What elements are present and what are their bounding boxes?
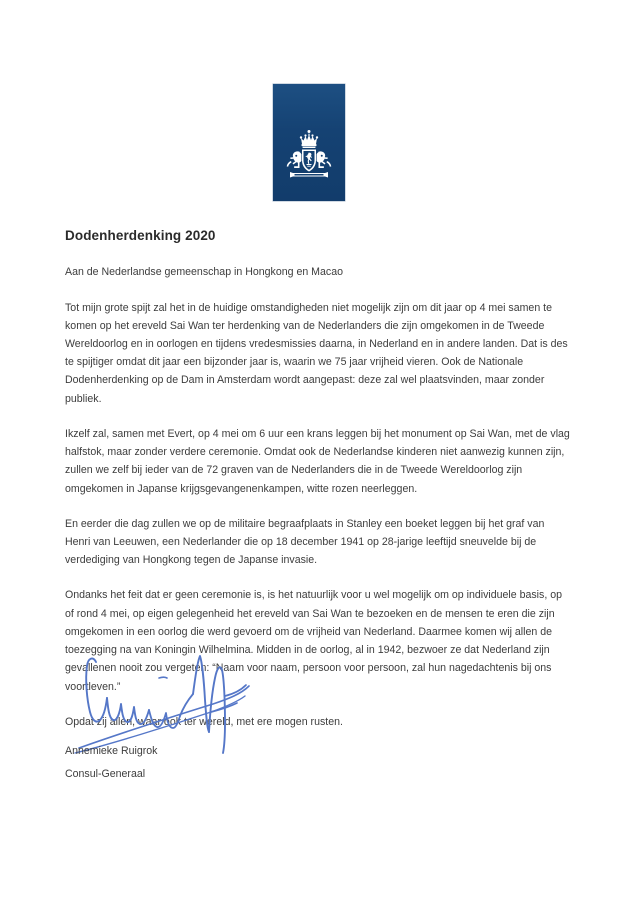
handwritten-signature-icon (73, 652, 288, 757)
signature-role: Consul-Generaal (65, 768, 146, 780)
rijksoverheid-logo (273, 84, 345, 201)
paragraph-2: Ikzelf zal, samen met Evert, op 4 mei om 6 uur een krans leggen bij het monument op Sai Wan, met de vlag halfstok, maar zonder verdere ceremonie. Omdat ook de Nederlandse kinderen niet aanwezig kunnen zijn, zullen we zelf bij ieder van de 72 graven van de Nederlanders die in de Tweede Wereldoorlog zijn omgekomen in Japanse krijgsgevangenenkampen, witte rozen neerleggen. (65, 427, 570, 495)
signature-name: Annemieke Ruigrok (65, 745, 158, 757)
signature-block (65, 652, 385, 802)
page-title: Dodenherdenking 2020 (65, 228, 216, 243)
paragraph-4: Ondanks het feit dat er geen ceremonie is, is het natuurlijk voor u wel mogelijk om op individuele basis, op of rond 4 mei, op eigen gelegenheid het ereveld van Sai Wan te bezoeken en de mensen te eren die zijn omgekomen in een oorlog die werd gevoerd om de vrijheid van Nederland. Daarmee komen wij allen de toezegging na van Koningin Wilhelmina. Midden in de oorlog, al in 1942, bezwoer ze dat Nederland zijn gevallenen nooit zou vergeten: “Naam voor naam, persoon voor persoon, zal hun nagedachtenis bij ons voortleven.” (65, 589, 562, 693)
dutch-coat-of-arms-icon (282, 129, 336, 185)
paragraph-3: En eerder die dag zullen we op de militaire begraafplaats in Stanley een boeket leggen bij het graf van Henri van Leeuwen, een Nederlander die op 18 december 1941 op 28-jarige leeftijd sneuvelde bij de verdediging van Hongkong tegen de Japanse invasie. (65, 517, 545, 567)
paragraph-1: Tot mijn grote spijt zal het in de huidige omstandigheden niet mogelijk zijn om dit jaar op 4 mei samen te komen op het ereveld Sai Wan ter herdenking van de Nederlanders die zijn omgekomen in de Tweede Wereldoorlog en in oorlogen en tijdens vredesmissies daarna, in Nederland en in andere landen. Dat is des te spijtiger omdat dit jaar een bijzonder jaar is, waarin we 75 jaar vrijheid vieren. Ook de Nationale Dodenherdenking op de Dam in Amsterdam wordt aangepast: deze zal wel plaatsvinden, maar zonder publiek. (65, 301, 568, 405)
addressee-line: Aan de Nederlandse gemeenschap in Hongkong en Macao (65, 266, 343, 279)
closing-line: Opdat zij allen, waar ook ter wereld, met ere mogen rusten. (65, 715, 343, 728)
